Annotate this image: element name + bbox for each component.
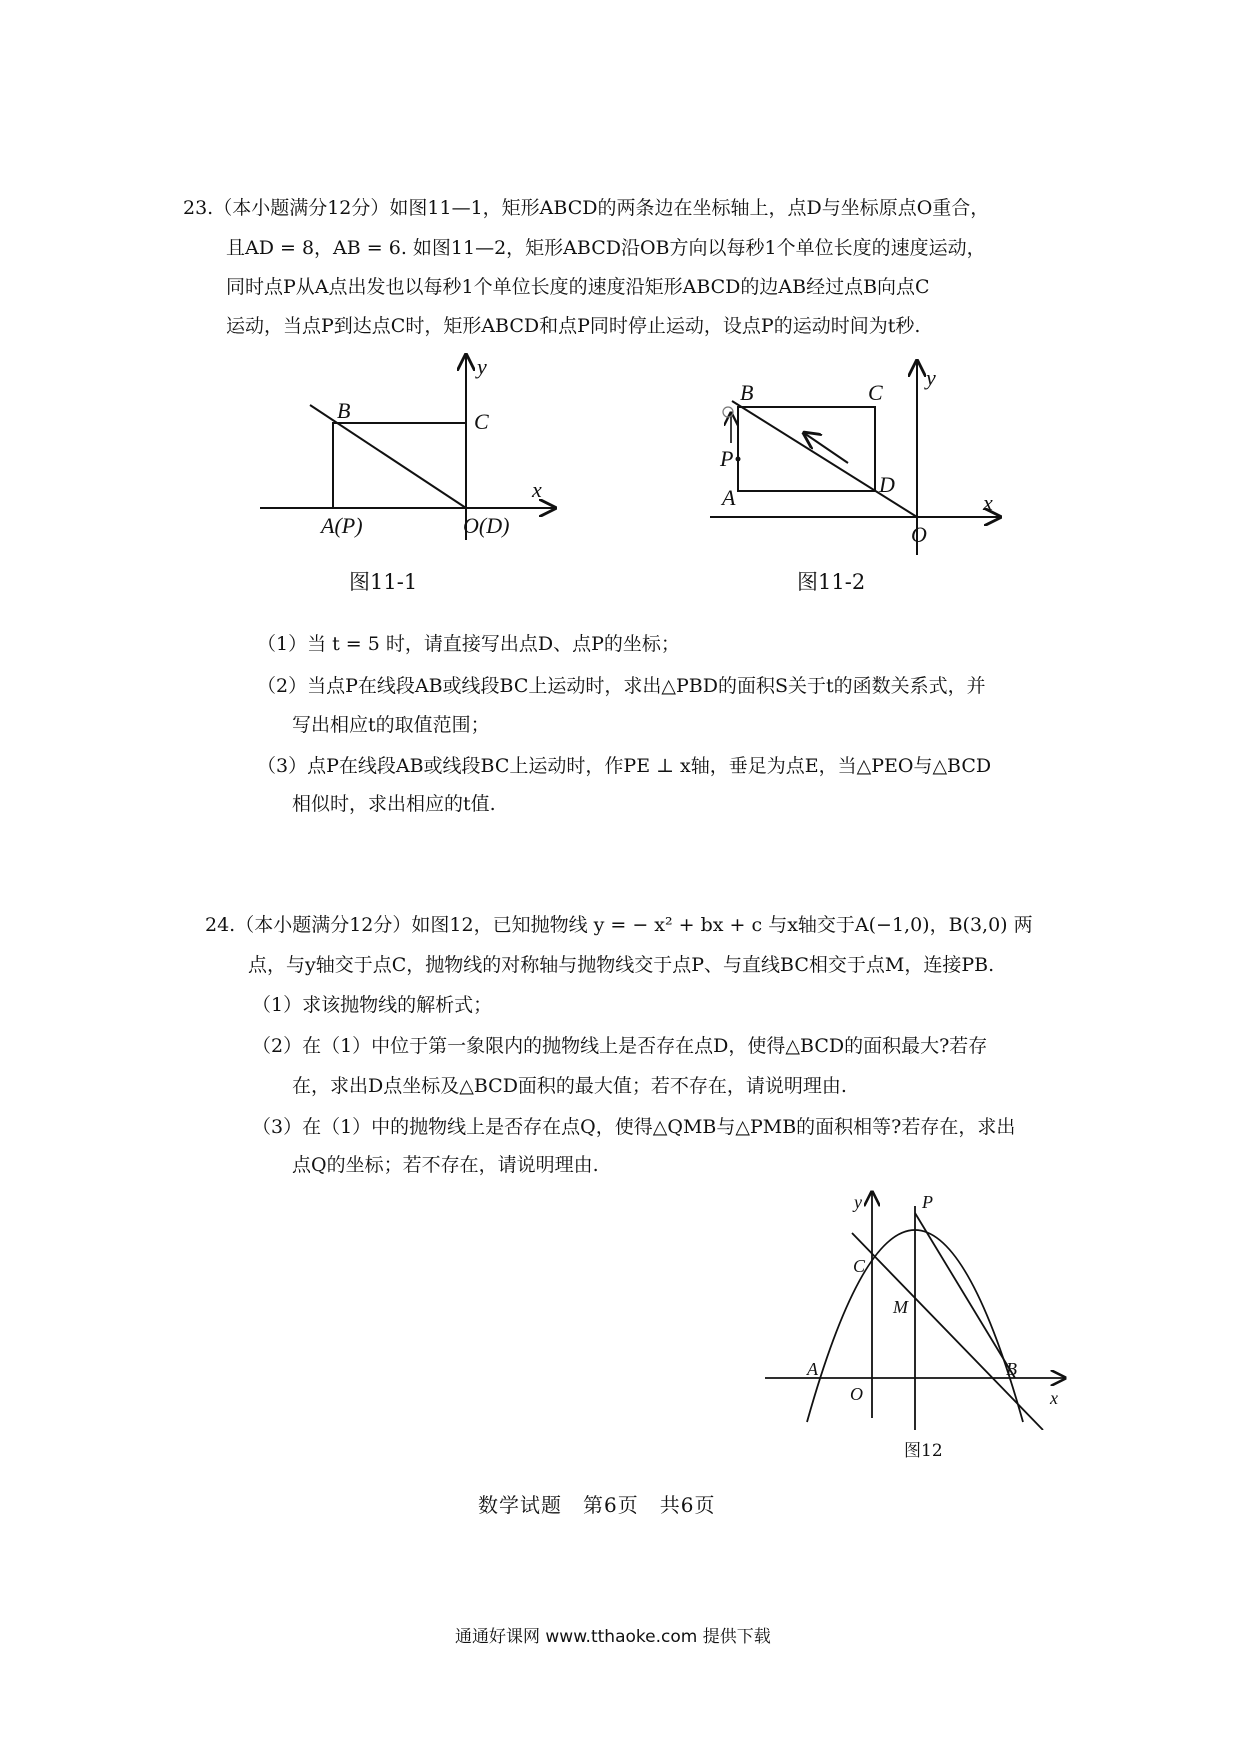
label-p: P <box>720 446 734 471</box>
q24-sub-2a: （2）在（1）中位于第一象限内的抛物线上是否存在点D，使得△BCD的面积最大?若存 <box>252 1035 988 1057</box>
q23-sub-2a: （2）当点P在线段AB或线段BC上运动时，求出△PBD的面积S关于t的函数关系式，并 <box>257 675 986 697</box>
label-x: x <box>983 490 993 515</box>
q24-sub-3b: 点Q的坐标；若不存在，请说明理由. <box>292 1154 599 1176</box>
label-y: y <box>854 1192 862 1212</box>
q24-line-2: 点，与y轴交于点C，抛物线的对称轴与抛物线交于点P、与直线BC相交于点M，连接PB. <box>248 954 995 976</box>
figure-11-2 <box>700 355 1020 570</box>
label-o: O <box>911 522 927 547</box>
label-o: O <box>850 1384 863 1404</box>
q23-line-2: 且AD = 8，AB = 6. 如图11—2，矩形ABCD沿OB方向以每秒1个单位长度的速度运动， <box>226 237 986 259</box>
label-y: y <box>926 365 936 390</box>
motion-arrow <box>804 433 848 463</box>
q24-sub-2b: 在，求出D点坐标及△BCD面积的最大值；若不存在，请说明理由. <box>292 1075 847 1097</box>
label-c: C <box>853 1256 866 1276</box>
figure-11-1 <box>255 350 575 580</box>
label-a-p: A(P) <box>321 513 363 538</box>
q23-sub-3b: 相似时，求出相应的t值. <box>292 793 496 815</box>
label-b: B <box>740 380 754 405</box>
label-x: x <box>1050 1388 1058 1408</box>
download-credit: 通通好课网 www.tthaoke.com 提供下载 <box>455 1627 771 1647</box>
q23-line-1: 23.（本小题满分12分）如图11—1，矩形ABCD的两条边在坐标轴上，点D与坐标原点O重合， <box>183 197 990 219</box>
segment-pb <box>915 1213 1015 1378</box>
q23-line-3: 同时点P从A点出发也以每秒1个单位长度的速度沿矩形ABCD的边AB经过点B向点C <box>226 276 930 298</box>
page-footer: 数学试题 第6页 共6页 <box>478 1493 716 1517</box>
q24-sub-1: （1）求该抛物线的解析式； <box>252 994 493 1016</box>
q23-sub-1: （1）当 t = 5 时，请直接写出点D、点P的坐标； <box>257 633 680 655</box>
label-a: A <box>807 1359 818 1379</box>
diagonal-bd <box>732 401 917 517</box>
label-y: y <box>477 354 487 379</box>
label-m: M <box>893 1297 908 1317</box>
caption-11-2: 图11-2 <box>797 570 866 594</box>
caption-12: 图12 <box>904 1441 943 1461</box>
q24-sub-3a: （3）在（1）中的抛物线上是否存在点Q，使得△QMB与△PMB的面积相等?若存在，求出 <box>252 1116 1016 1138</box>
ring-b <box>723 407 733 417</box>
label-c: C <box>868 380 883 405</box>
point-p <box>736 457 741 462</box>
q23-sub-3a: （3）点P在线段AB或线段BC上运动时，作PE ⊥ x轴，垂足为点E，当△PEO与△BCD <box>257 755 992 777</box>
label-d: D <box>879 472 895 497</box>
line-bc <box>852 1233 1043 1430</box>
q23-line-4: 运动，当点P到达点C时，矩形ABCD和点P同时停止运动，设点P的运动时间为t秒. <box>226 315 921 337</box>
label-b: B <box>1006 1359 1017 1379</box>
label-a: A <box>722 485 736 510</box>
label-c: C <box>474 409 489 434</box>
label-x: x <box>532 477 542 502</box>
label-o-d: O(D) <box>463 513 510 538</box>
label-b: B <box>337 398 351 423</box>
label-p: P <box>922 1192 933 1212</box>
q24-line-1: 24.（本小题满分12分）如图12，已知抛物线 y = − x² + bx + c 与x轴交于A(−1,0)，B(3,0) 两 <box>205 914 1033 936</box>
figure-12 <box>760 1180 1080 1430</box>
caption-11-1: 图11-1 <box>349 570 418 594</box>
q23-sub-2b: 写出相应t的取值范围； <box>292 714 490 736</box>
